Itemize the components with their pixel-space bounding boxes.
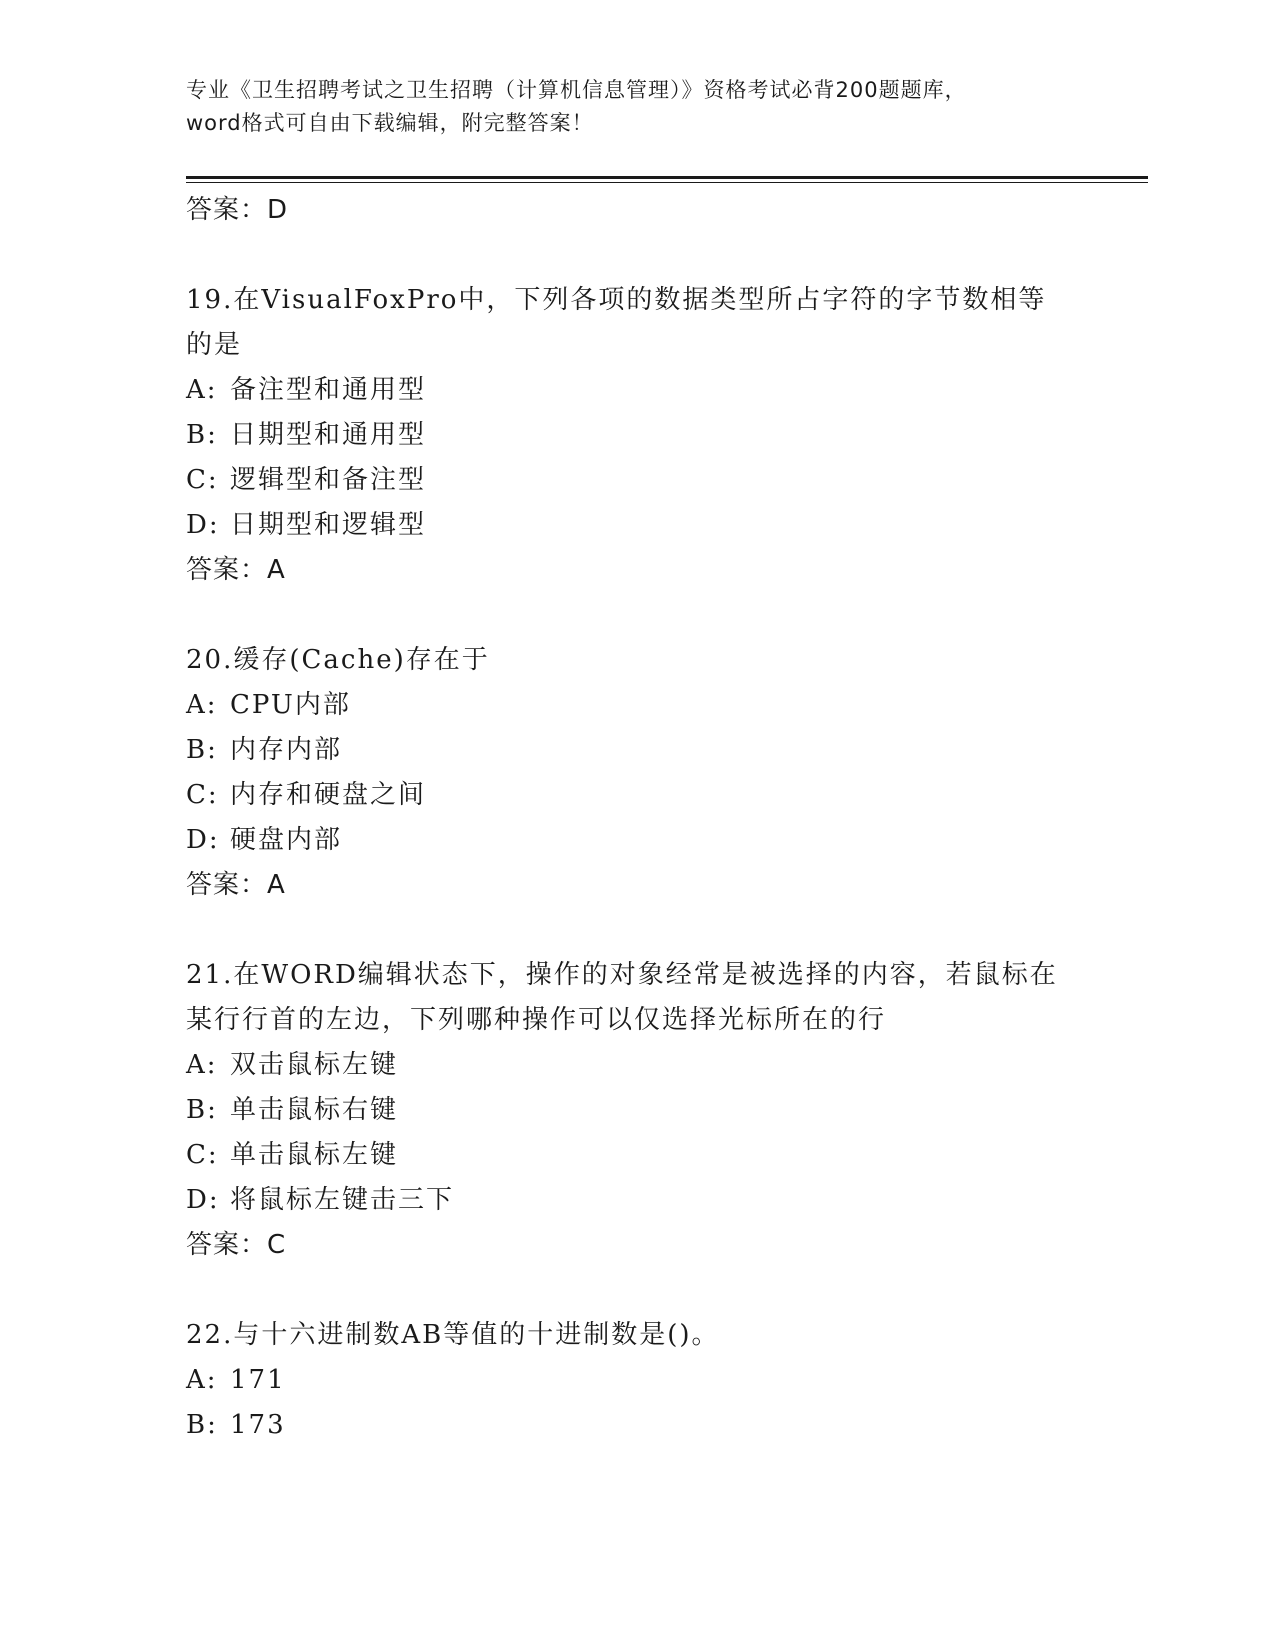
question-stem: 某行行首的左边，下列哪种操作可以仅选择光标所在的行 — [186, 1005, 887, 1035]
question-21 — [186, 953, 1086, 1268]
option-b: B: 单击鼠标右键 — [186, 1095, 399, 1125]
answer: 答案：A — [186, 870, 286, 900]
previous-answer: 答案：D — [186, 195, 289, 225]
question-stem: 20.缓存(Cache)存在于 — [186, 645, 490, 675]
option-c: C: 单击鼠标左键 — [186, 1140, 399, 1170]
option-a: A: 备注型和通用型 — [186, 375, 427, 405]
question-19 — [186, 278, 1086, 593]
option-b: B: 173 — [186, 1410, 286, 1440]
question-22 — [186, 1313, 1086, 1448]
option-b: B: 日期型和通用型 — [186, 420, 427, 450]
option-b: B: 内存内部 — [186, 735, 343, 765]
option-a: A: 171 — [186, 1365, 286, 1395]
spacer — [186, 1268, 1086, 1313]
header-rule-thick — [186, 176, 1148, 179]
answer: 答案：C — [186, 1230, 287, 1260]
spacer — [186, 593, 1086, 638]
header-line-2: word格式可自由下载编辑，附完整答案！ — [186, 111, 594, 135]
answer: 答案：A — [186, 555, 286, 585]
option-a: A: CPU内部 — [186, 690, 351, 720]
document-header — [186, 74, 1086, 140]
question-stem: 19.在VisualFoxPro中，下列各项的数据类型所占字符的字节数相等 — [186, 285, 1047, 315]
question-stem: 22.与十六进制数AB等值的十进制数是()。 — [186, 1320, 720, 1350]
header-line-1: 专业《卫生招聘考试之卫生招聘（计算机信息管理）》资格考试必背200题题库， — [186, 78, 967, 102]
question-stem: 的是 — [186, 330, 243, 360]
option-d: D: 日期型和逻辑型 — [186, 510, 427, 540]
option-a: A: 双击鼠标左键 — [186, 1050, 399, 1080]
option-d: D: 硬盘内部 — [186, 825, 343, 855]
question-list — [186, 188, 1086, 1448]
option-c: C: 逻辑型和备注型 — [186, 465, 427, 495]
option-d: D: 将鼠标左键击三下 — [186, 1185, 455, 1215]
header-rule-thin — [186, 182, 1148, 183]
spacer — [186, 233, 1086, 278]
question-20 — [186, 638, 1086, 908]
spacer — [186, 908, 1086, 953]
option-c: C: 内存和硬盘之间 — [186, 780, 427, 810]
question-stem: 21.在WORD编辑状态下，操作的对象经常是被选择的内容，若鼠标在 — [186, 960, 1058, 990]
